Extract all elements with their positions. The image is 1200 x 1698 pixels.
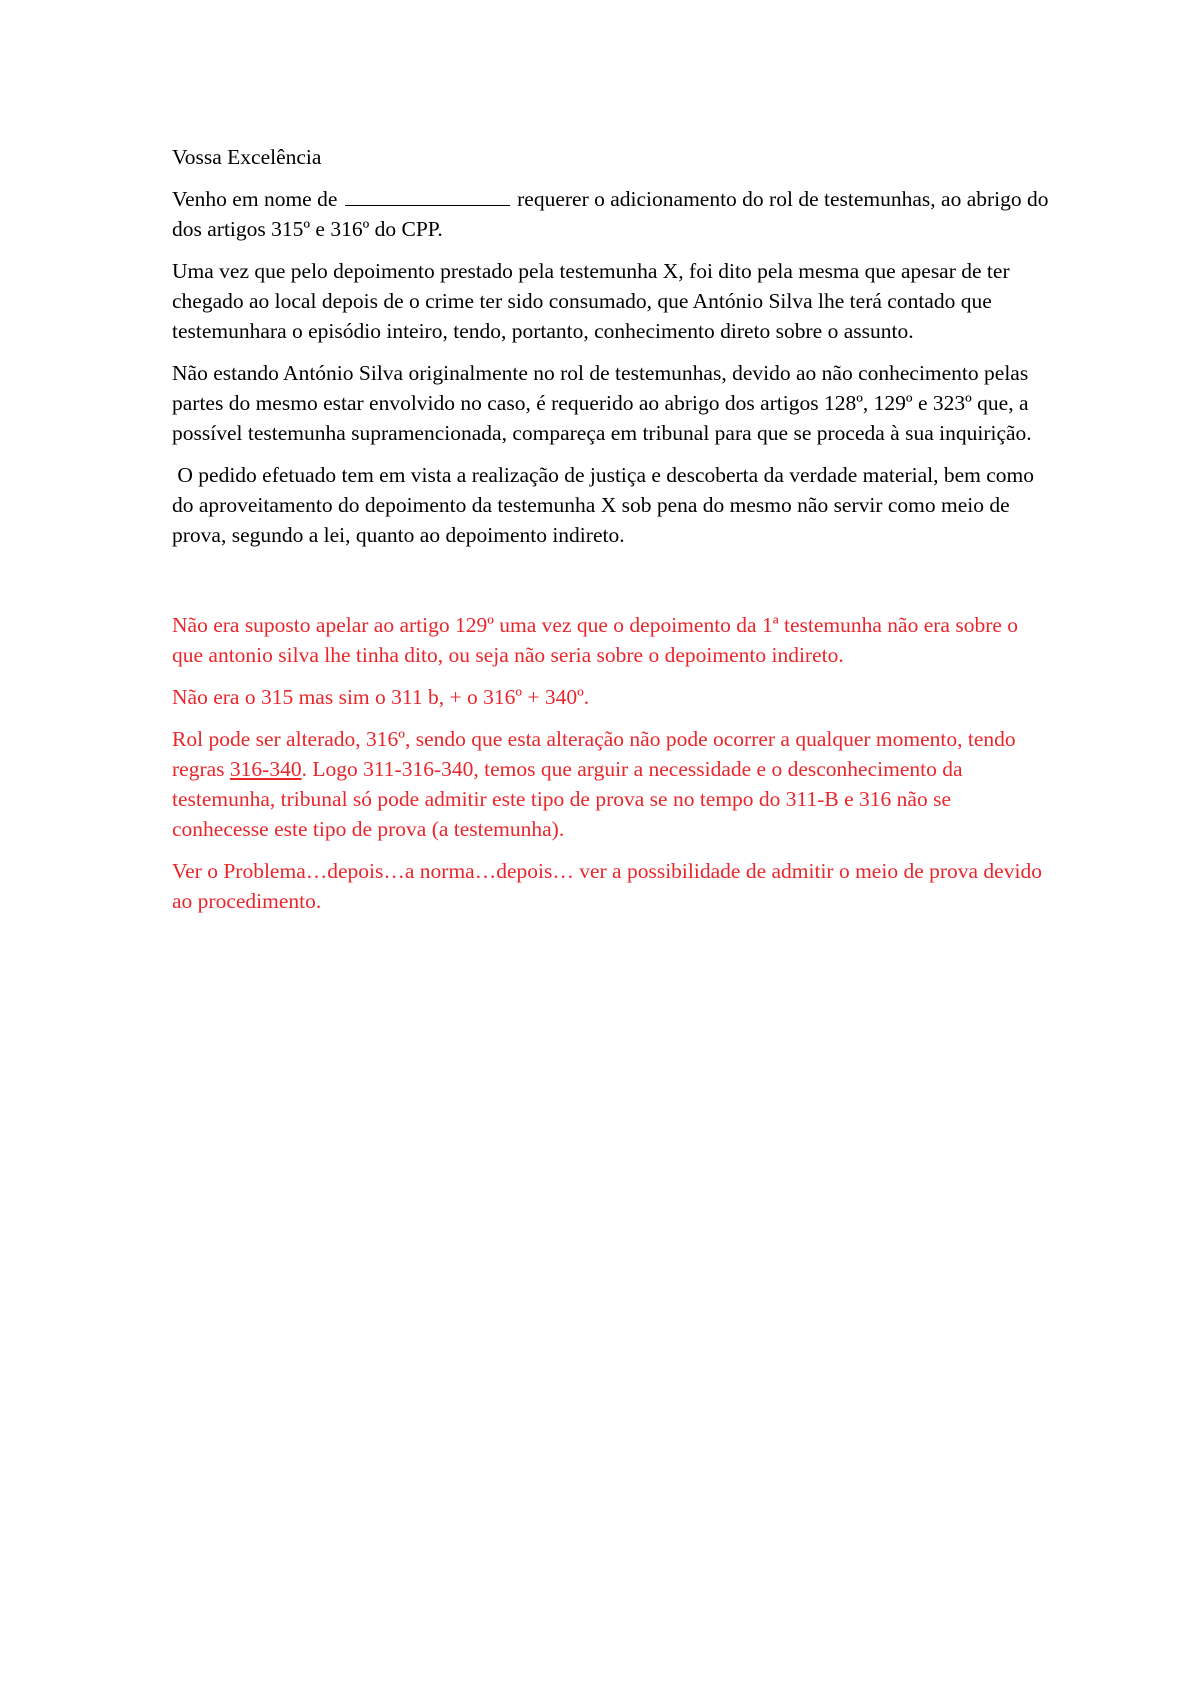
paragraph-witness-request: Não estando António Silva originalmente no rol de testemunhas, devido ao não conhecimento pelas partes do mesmo estar envolvido no caso, é requerido ao abrigo dos artigos 128º, 129º e 323º que, a possível testemunha supramencionada, compareça em tribunal para que se proceda à sua inquirição.	[172, 361, 1032, 445]
request-rest-text: requerer o adicionamento do rol de testemunhas, ao abrigo do dos artigos 315º e 316º do CPP.	[172, 187, 1049, 241]
annotation-rol-lead: Rol pode ser alterado, 316º, sendo que esta alteração não pode ocorrer a qualquer momento, tendo regras	[172, 727, 1016, 781]
paragraph-purpose: O pedido efetuado tem em vista a realização de justiça e descoberta da verdade material, bem como do aproveitamento do depoimento da testemunha X sob pena do mesmo não servir como meio de prova, segundo a lei, quanto ao depoimento indireto.	[172, 463, 1040, 547]
name-blank-line	[345, 187, 510, 206]
annotation-article-129: Não era suposto apelar ao artigo 129º uma vez que o depoimento da 1ª testemunha não era sobre o que antonio silva lhe tinha dito, ou seja não seria sobre o depoimento indireto.	[172, 613, 1019, 667]
annotation-underlined-citation: 316-340	[229, 757, 302, 781]
annotation-article-correction: Não era o 315 mas sim o 311 b, + o 316º + 340º.	[172, 685, 590, 709]
salutation: Vossa Excelência	[172, 145, 322, 169]
document-body	[172, 142, 1052, 928]
annotation-rol-alteration	[172, 724, 1052, 844]
request-lead-text: Venho em nome de	[172, 187, 338, 211]
annotation-rol-rest: . Logo 311-316-340, temos que arguir a necessidade e o desconhecimento da testemunha, tribunal só pode admitir este tipo de prova se no tempo do 311-B e 316 não se conhecesse este tipo de prova (a testemunha).	[172, 757, 963, 841]
paragraph-request	[172, 184, 1052, 244]
paragraph-testimony: Uma vez que pelo depoimento prestado pela testemunha X, foi dito pela mesma que apesar de ter chegado ao local depois de o crime ter sido consumado, que António Silva lhe terá contado que testemunhara o episódio inteiro, tendo, portanto, conhecimento direto sobre o assunto.	[172, 259, 1010, 343]
section-gap	[172, 562, 1052, 610]
annotation-method: Ver o Problema…depois…a norma…depois… ver a possibilidade de admitir o meio de prova devido ao procedimento.	[172, 859, 1042, 913]
